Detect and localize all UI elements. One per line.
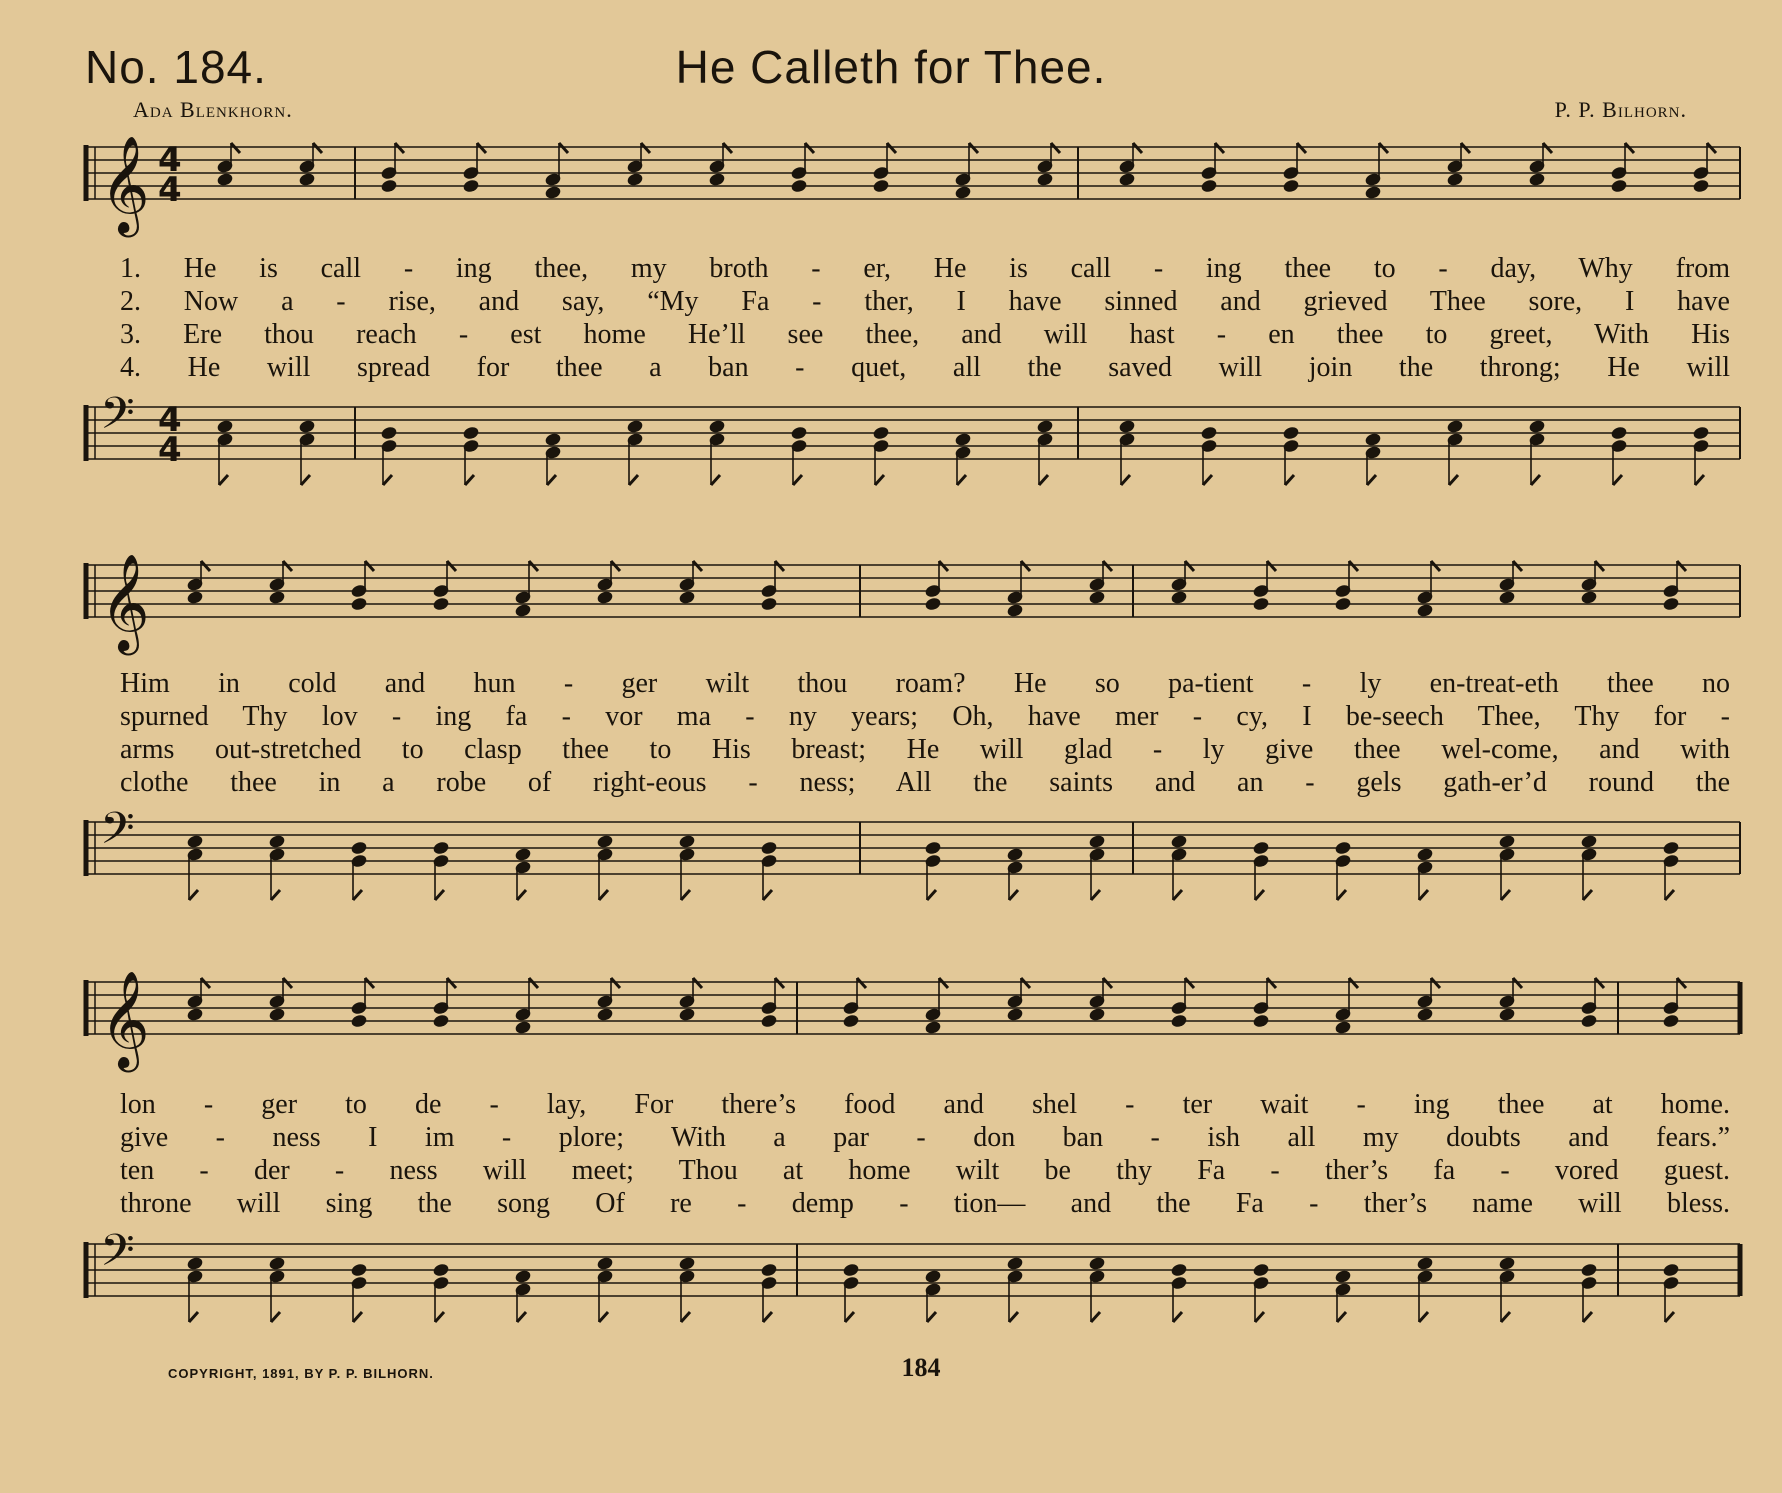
page-number: 184 bbox=[901, 1353, 941, 1382]
note-flag bbox=[611, 978, 620, 988]
note-head bbox=[1118, 419, 1136, 434]
note-head bbox=[216, 172, 234, 187]
note-flag bbox=[1337, 1312, 1346, 1322]
note-head bbox=[760, 840, 778, 855]
note-head bbox=[514, 847, 532, 862]
note-head bbox=[596, 1007, 614, 1022]
note-head bbox=[924, 596, 942, 611]
note-head bbox=[678, 834, 696, 849]
note-head bbox=[1498, 834, 1516, 849]
note-flag bbox=[1103, 978, 1112, 988]
system-2-bass-staff bbox=[0, 810, 1782, 960]
note-head bbox=[1170, 590, 1188, 605]
note-head bbox=[350, 1013, 368, 1028]
note-head bbox=[432, 1013, 450, 1028]
note-flag bbox=[845, 1312, 854, 1322]
note-flag bbox=[1203, 475, 1212, 485]
verse-3-line: 3. Ere thou reach - est home He’ll see thee, and will hast - en thee to greet, With His bbox=[120, 319, 1730, 350]
note-flag bbox=[1595, 561, 1604, 571]
note-head bbox=[1252, 596, 1270, 611]
note-head bbox=[626, 419, 644, 434]
notes bbox=[186, 834, 1680, 900]
note-flag bbox=[353, 890, 362, 900]
note-head bbox=[432, 596, 450, 611]
note-flag bbox=[1707, 143, 1716, 153]
bass-clef-icon: 𝄢 bbox=[100, 395, 135, 450]
note-flag bbox=[1665, 1312, 1674, 1322]
note-flag bbox=[547, 475, 556, 485]
verse-3-line: ten - der - ness will meet; Thou at home wilt be thy Fa - ther’s fa - vored guest. bbox=[120, 1155, 1730, 1186]
note-head bbox=[1170, 1013, 1188, 1028]
note-head bbox=[1170, 1262, 1188, 1277]
note-flag bbox=[1677, 561, 1686, 571]
note-flag bbox=[529, 561, 538, 571]
note-head bbox=[268, 1256, 286, 1271]
note-flag bbox=[887, 143, 896, 153]
note-head bbox=[1252, 1262, 1270, 1277]
note-head bbox=[954, 432, 972, 447]
staff-lines bbox=[86, 822, 1740, 874]
note-flag bbox=[711, 475, 720, 485]
note-flag bbox=[1695, 475, 1704, 485]
note-flag bbox=[353, 1312, 362, 1322]
note-head bbox=[1528, 172, 1546, 187]
note-head bbox=[268, 590, 286, 605]
note-head bbox=[1282, 425, 1300, 440]
system-1-treble-staff bbox=[0, 135, 1782, 245]
note-flag bbox=[517, 1312, 526, 1322]
system-1-bass-staff bbox=[0, 395, 1782, 535]
time-signature bbox=[158, 400, 182, 470]
note-flag bbox=[1431, 561, 1440, 571]
note-flag bbox=[1215, 143, 1224, 153]
note-head bbox=[1498, 1007, 1516, 1022]
note-head bbox=[432, 1262, 450, 1277]
note-head bbox=[708, 172, 726, 187]
hymn-number: No. 184. bbox=[85, 41, 267, 93]
note-flag bbox=[1431, 978, 1440, 988]
note-flag bbox=[1121, 475, 1130, 485]
note-flag bbox=[447, 561, 456, 571]
staff-lines bbox=[86, 147, 1740, 199]
note-head bbox=[1662, 1013, 1680, 1028]
note-flag bbox=[857, 978, 866, 988]
note-flag bbox=[641, 143, 650, 153]
note-flag bbox=[201, 978, 210, 988]
treble-clef-icon: 𝄞 bbox=[100, 970, 150, 1068]
note-head bbox=[462, 178, 480, 193]
note-flag bbox=[1613, 475, 1622, 485]
note-flag bbox=[957, 475, 966, 485]
note-flag bbox=[189, 1312, 198, 1322]
note-flag bbox=[1595, 978, 1604, 988]
note-flag bbox=[1449, 475, 1458, 485]
note-flag bbox=[1625, 143, 1634, 153]
note-flag bbox=[1513, 561, 1522, 571]
note-head bbox=[1088, 834, 1106, 849]
note-head bbox=[678, 590, 696, 605]
note-flag bbox=[611, 561, 620, 571]
note-flag bbox=[599, 1312, 608, 1322]
note-head bbox=[1036, 419, 1054, 434]
verse-2-line: give - ness I im - plore; With a par - don ban - ish all my doubts and fears.” bbox=[120, 1122, 1730, 1153]
note-flag bbox=[231, 143, 240, 153]
note-flag bbox=[189, 890, 198, 900]
note-head bbox=[1252, 840, 1270, 855]
note-flag bbox=[1419, 1312, 1428, 1322]
note-head bbox=[1416, 603, 1434, 618]
note-flag bbox=[1021, 561, 1030, 571]
note-flag bbox=[1133, 143, 1142, 153]
note-head bbox=[216, 419, 234, 434]
note-flag bbox=[693, 561, 702, 571]
note-flag bbox=[927, 890, 936, 900]
note-flag bbox=[875, 475, 884, 485]
note-head bbox=[1088, 1256, 1106, 1271]
note-head bbox=[678, 1256, 696, 1271]
staff-lines bbox=[86, 407, 1740, 459]
note-head bbox=[1610, 178, 1628, 193]
note-flag bbox=[599, 890, 608, 900]
note-head bbox=[1692, 425, 1710, 440]
note-head bbox=[432, 840, 450, 855]
note-flag bbox=[1173, 1312, 1182, 1322]
note-head bbox=[1446, 419, 1464, 434]
note-head bbox=[1416, 1007, 1434, 1022]
note-head bbox=[1580, 834, 1598, 849]
time-signature-bottom: 4 bbox=[158, 430, 182, 470]
time-signature bbox=[158, 140, 182, 210]
note-flag bbox=[477, 143, 486, 153]
note-head bbox=[924, 1020, 942, 1035]
note-head bbox=[1364, 185, 1382, 200]
note-flag bbox=[927, 1312, 936, 1322]
note-head bbox=[1364, 432, 1382, 447]
time-signature-top: 4 bbox=[158, 400, 182, 440]
note-flag bbox=[775, 978, 784, 988]
note-flag bbox=[1677, 978, 1686, 988]
note-flag bbox=[939, 978, 948, 988]
time-signature-top: 4 bbox=[158, 140, 182, 180]
note-head bbox=[544, 432, 562, 447]
note-flag bbox=[1337, 890, 1346, 900]
note-head bbox=[924, 1269, 942, 1284]
note-flag bbox=[1349, 978, 1358, 988]
note-flag bbox=[529, 978, 538, 988]
note-flag bbox=[681, 890, 690, 900]
note-flag bbox=[1285, 475, 1294, 485]
note-head bbox=[1498, 1256, 1516, 1271]
staff-lines bbox=[86, 982, 1740, 1034]
note-flag bbox=[1419, 890, 1428, 900]
note-flag bbox=[1103, 561, 1112, 571]
notes bbox=[186, 561, 1686, 618]
note-head bbox=[1170, 834, 1188, 849]
note-head bbox=[380, 425, 398, 440]
notes bbox=[216, 143, 1716, 200]
note-flag bbox=[271, 890, 280, 900]
verse-2-line: spurned Thy lov - ing fa - vor ma - ny years; Oh, have mer - cy, I be-seech Thee, Thy for - bbox=[120, 701, 1730, 732]
note-flag bbox=[763, 890, 772, 900]
note-head bbox=[268, 834, 286, 849]
lyricist-credit: Ada Blenkhorn. bbox=[133, 97, 293, 122]
note-head bbox=[596, 1256, 614, 1271]
note-flag bbox=[1051, 143, 1060, 153]
note-flag bbox=[969, 143, 978, 153]
verse-4-line: throne will sing the song Of re - demp - tion— and the Fa - ther’s name will bless. bbox=[120, 1188, 1730, 1219]
note-flag bbox=[939, 561, 948, 571]
note-head bbox=[350, 1262, 368, 1277]
time-signature-bottom: 4 bbox=[158, 170, 182, 210]
note-head bbox=[760, 596, 778, 611]
note-head bbox=[790, 425, 808, 440]
note-flag bbox=[435, 1312, 444, 1322]
note-head bbox=[462, 425, 480, 440]
note-flag bbox=[219, 475, 228, 485]
note-flag bbox=[1583, 890, 1592, 900]
note-head bbox=[1528, 419, 1546, 434]
note-head bbox=[596, 834, 614, 849]
note-head bbox=[298, 419, 316, 434]
note-flag bbox=[283, 978, 292, 988]
note-head bbox=[1498, 590, 1516, 605]
note-head bbox=[1006, 603, 1024, 618]
note-flag bbox=[1255, 1312, 1264, 1322]
note-head bbox=[350, 840, 368, 855]
note-flag bbox=[1267, 561, 1276, 571]
note-flag bbox=[201, 561, 210, 571]
note-head bbox=[1580, 1262, 1598, 1277]
note-flag bbox=[517, 890, 526, 900]
staff-lines bbox=[86, 565, 1740, 617]
bass-clef-icon: 𝄢 bbox=[100, 1232, 135, 1287]
note-head bbox=[514, 603, 532, 618]
note-flag bbox=[1185, 978, 1194, 988]
note-flag bbox=[1091, 1312, 1100, 1322]
verse-1-line: lon - ger to de - lay, For there’s food and shel - ter wait - ing thee at home. bbox=[120, 1089, 1730, 1120]
note-head bbox=[1006, 847, 1024, 862]
system-2-lyrics bbox=[120, 668, 1730, 800]
note-flag bbox=[775, 561, 784, 571]
verse-1-line: Him in cold and hun - ger wilt thou roam? He so pa-tient - ly en-treat-eth thee no bbox=[120, 668, 1730, 699]
note-flag bbox=[365, 561, 374, 571]
note-head bbox=[1662, 840, 1680, 855]
note-flag bbox=[395, 143, 404, 153]
note-flag bbox=[693, 978, 702, 988]
note-flag bbox=[1367, 475, 1376, 485]
note-flag bbox=[465, 475, 474, 485]
verse-4-line: clothe thee in a robe of right-eous - ness; All the saints and an - gels gath-er’d round the bbox=[120, 767, 1730, 798]
note-flag bbox=[447, 978, 456, 988]
staff-lines bbox=[86, 1244, 1740, 1296]
note-flag bbox=[1255, 890, 1264, 900]
note-flag bbox=[1501, 890, 1510, 900]
note-flag bbox=[271, 1312, 280, 1322]
note-flag bbox=[1513, 978, 1522, 988]
verse-3-line: arms out-stretched to clasp thee to His breast; He will glad - ly give thee wel-come, and with bbox=[120, 734, 1730, 765]
note-flag bbox=[1021, 978, 1030, 988]
note-head bbox=[1006, 1256, 1024, 1271]
note-flag bbox=[681, 1312, 690, 1322]
note-head bbox=[1692, 178, 1710, 193]
note-head bbox=[1282, 178, 1300, 193]
note-head bbox=[298, 172, 316, 187]
hymn-title: He Calleth for Thee. bbox=[675, 41, 1107, 93]
note-head bbox=[268, 1007, 286, 1022]
note-head bbox=[1334, 1269, 1352, 1284]
note-head bbox=[1334, 1020, 1352, 1035]
note-flag bbox=[763, 1312, 772, 1322]
system-3-treble-staff bbox=[0, 970, 1782, 1090]
note-flag bbox=[559, 143, 568, 153]
note-head bbox=[186, 590, 204, 605]
note-head bbox=[1610, 425, 1628, 440]
note-head bbox=[1446, 172, 1464, 187]
note-flag bbox=[793, 475, 802, 485]
system-3-lyrics bbox=[120, 1089, 1730, 1221]
note-head bbox=[1088, 1007, 1106, 1022]
note-flag bbox=[1349, 561, 1358, 571]
note-head bbox=[1662, 596, 1680, 611]
note-head bbox=[1252, 1013, 1270, 1028]
note-flag bbox=[1185, 561, 1194, 571]
note-head bbox=[1118, 172, 1136, 187]
verse-4-line: 4. He will spread for thee a ban - quet, all the saved will join the throng; He will bbox=[120, 352, 1730, 383]
note-head bbox=[1036, 172, 1054, 187]
note-head bbox=[1580, 590, 1598, 605]
note-flag bbox=[313, 143, 322, 153]
notes bbox=[186, 978, 1686, 1035]
note-head bbox=[380, 178, 398, 193]
note-head bbox=[872, 178, 890, 193]
note-flag bbox=[723, 143, 732, 153]
note-head bbox=[350, 596, 368, 611]
note-flag bbox=[1379, 143, 1388, 153]
note-head bbox=[626, 172, 644, 187]
note-head bbox=[186, 834, 204, 849]
note-flag bbox=[283, 561, 292, 571]
note-head bbox=[1416, 1256, 1434, 1271]
note-flag bbox=[1173, 890, 1182, 900]
note-flag bbox=[1297, 143, 1306, 153]
note-head bbox=[872, 425, 890, 440]
verse-1-line: 1. He is call - ing thee, my broth - er, He is call - ing thee to - day, Why from bbox=[120, 253, 1730, 284]
note-flag bbox=[1531, 475, 1540, 485]
system-2-treble-staff bbox=[0, 553, 1782, 663]
note-head bbox=[514, 1020, 532, 1035]
note-flag bbox=[1091, 890, 1100, 900]
note-flag bbox=[1665, 890, 1674, 900]
note-head bbox=[760, 1013, 778, 1028]
note-head bbox=[1200, 178, 1218, 193]
note-head bbox=[1416, 847, 1434, 862]
note-head bbox=[842, 1262, 860, 1277]
note-head bbox=[1006, 1007, 1024, 1022]
copyright-notice: COPYRIGHT, 1891, BY P. P. BILHORN. bbox=[168, 1366, 434, 1381]
note-flag bbox=[1009, 1312, 1018, 1322]
note-flag bbox=[629, 475, 638, 485]
treble-clef-icon: 𝄞 bbox=[100, 553, 150, 651]
note-head bbox=[1334, 596, 1352, 611]
note-flag bbox=[383, 475, 392, 485]
notes bbox=[216, 419, 1710, 485]
note-flag bbox=[1009, 890, 1018, 900]
note-flag bbox=[1267, 978, 1276, 988]
note-head bbox=[678, 1007, 696, 1022]
note-head bbox=[924, 840, 942, 855]
note-flag bbox=[1583, 1312, 1592, 1322]
note-flag bbox=[301, 475, 310, 485]
note-head bbox=[1088, 590, 1106, 605]
note-head bbox=[514, 1269, 532, 1284]
composer-credit: P. P. Bilhorn. bbox=[1554, 97, 1687, 122]
note-flag bbox=[1543, 143, 1552, 153]
note-head bbox=[544, 185, 562, 200]
verse-2-line: 2. Now a - rise, and say, “My Fa - ther, I have sinned and grieved Thee sore, I have bbox=[120, 286, 1730, 317]
note-flag bbox=[435, 890, 444, 900]
note-head bbox=[1662, 1262, 1680, 1277]
note-head bbox=[1580, 1013, 1598, 1028]
treble-clef-icon: 𝄞 bbox=[100, 135, 150, 233]
bass-clef-icon: 𝄢 bbox=[100, 810, 135, 865]
note-head bbox=[842, 1013, 860, 1028]
notes bbox=[186, 1256, 1680, 1322]
note-head bbox=[186, 1256, 204, 1271]
note-head bbox=[1200, 425, 1218, 440]
system-3-bass-staff bbox=[0, 1232, 1782, 1362]
note-head bbox=[954, 185, 972, 200]
system-1-lyrics bbox=[120, 253, 1730, 385]
note-flag bbox=[1461, 143, 1470, 153]
note-head bbox=[1334, 840, 1352, 855]
note-head bbox=[790, 178, 808, 193]
note-head bbox=[186, 1007, 204, 1022]
note-flag bbox=[805, 143, 814, 153]
note-flag bbox=[1039, 475, 1048, 485]
note-head bbox=[760, 1262, 778, 1277]
note-head bbox=[708, 419, 726, 434]
note-flag bbox=[1501, 1312, 1510, 1322]
note-flag bbox=[365, 978, 374, 988]
note-head bbox=[596, 590, 614, 605]
